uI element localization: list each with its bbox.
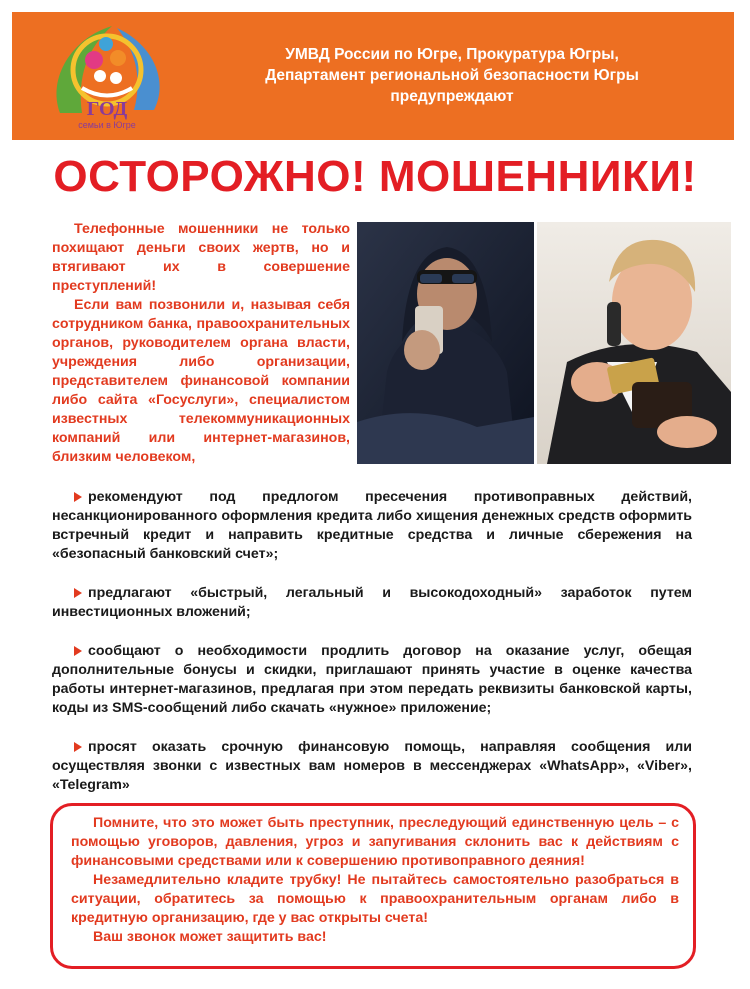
intro-paragraph-1: Телефонные мошенники не только похищают деньги своих жертв, но и втягивают их в совершение преступлений! xyxy=(52,221,350,294)
warning-paragraph-2: Незамедлительно кладите трубку! Не пытайтесь самостоятельно разобраться в ситуации, обратитесь за помощью к правоохранительным органам либо в кредитную организацию, где у вас открыты счета! xyxy=(71,872,679,926)
header-line-1: УМВД России по Югре, Прокуратура Югры, xyxy=(285,46,619,63)
god-semyi-logo xyxy=(42,18,172,136)
warning-box xyxy=(50,803,696,969)
bullet-text-4: просят оказать срочную финансовую помощь, направляя сообщения или осуществляя звонки с известных вам номеров в мессенджерах «WhatsApp», «Viber», «Telegram» xyxy=(52,739,692,793)
arrow-right-icon xyxy=(74,646,82,656)
header-banner xyxy=(12,12,734,140)
intro-paragraph-2: Если вам позвонили и, называя себя сотрудником банка, правоохранительных органов, руководителем органа власти, учреждения либо организации, представителем финансовой компании либо сайта «Госуслуги», специалистом известных телекоммуникационных компаний или интернет-магазинов, близким человеком, xyxy=(52,297,350,465)
header-line-3: предупреждают xyxy=(390,88,514,105)
arrow-right-icon xyxy=(74,492,82,502)
list-item xyxy=(52,738,692,795)
arrow-right-icon xyxy=(74,742,82,752)
logo-graphic xyxy=(42,18,172,136)
list-item xyxy=(52,584,692,622)
bullet-text-2: предлагают «быстрый, легальный и высокодоходный» заработок путем инвестиционных вложений; xyxy=(52,585,692,620)
logo-lettering-sub: семьи в Югре xyxy=(78,120,136,130)
list-item xyxy=(52,488,692,564)
page-title: ОСТОРОЖНО! МОШЕННИКИ! xyxy=(53,152,697,201)
header-text xyxy=(202,44,702,107)
list-item xyxy=(52,642,692,718)
warning-paragraph-3: Ваш звонок может защитить вас! xyxy=(93,929,327,945)
logo-lettering-main: ГОД xyxy=(86,98,128,120)
arrow-right-icon xyxy=(74,588,82,598)
bullet-text-3: сообщают о необходимости продлить договор на оказание услуг, обещая дополнительные бонусы и скидки, приглашают принять участие в оценке качества работы интернет-магазинов, предлагая при этом передать реквизиты банковской карты, коды из SMS-сообщений либо скачать «нужное» приложение; xyxy=(52,643,692,716)
header-line-2: Департамент региональной безопасности Югры xyxy=(265,67,639,84)
scam-methods-list xyxy=(52,488,692,815)
hooded-man-photo xyxy=(357,222,534,464)
intro-text xyxy=(52,220,350,467)
warning-paragraph-1: Помните, что это может быть преступник, преследующий единственную цель – с помощью уговоров, давления, угроз и запугивания склонить вас к действиям с финансовыми средствами или к совершению противоправного деяния! xyxy=(71,815,679,869)
man-with-card-photo xyxy=(537,222,731,464)
bullet-text-1: рекомендуют под предлогом пресечения противоправных действий, несанкционированного оформления кредита либо хищения денежных средств оформить встречный кредит и направить кредитные средства и личные сбережения на «безопасный банковский счет»; xyxy=(52,489,692,562)
